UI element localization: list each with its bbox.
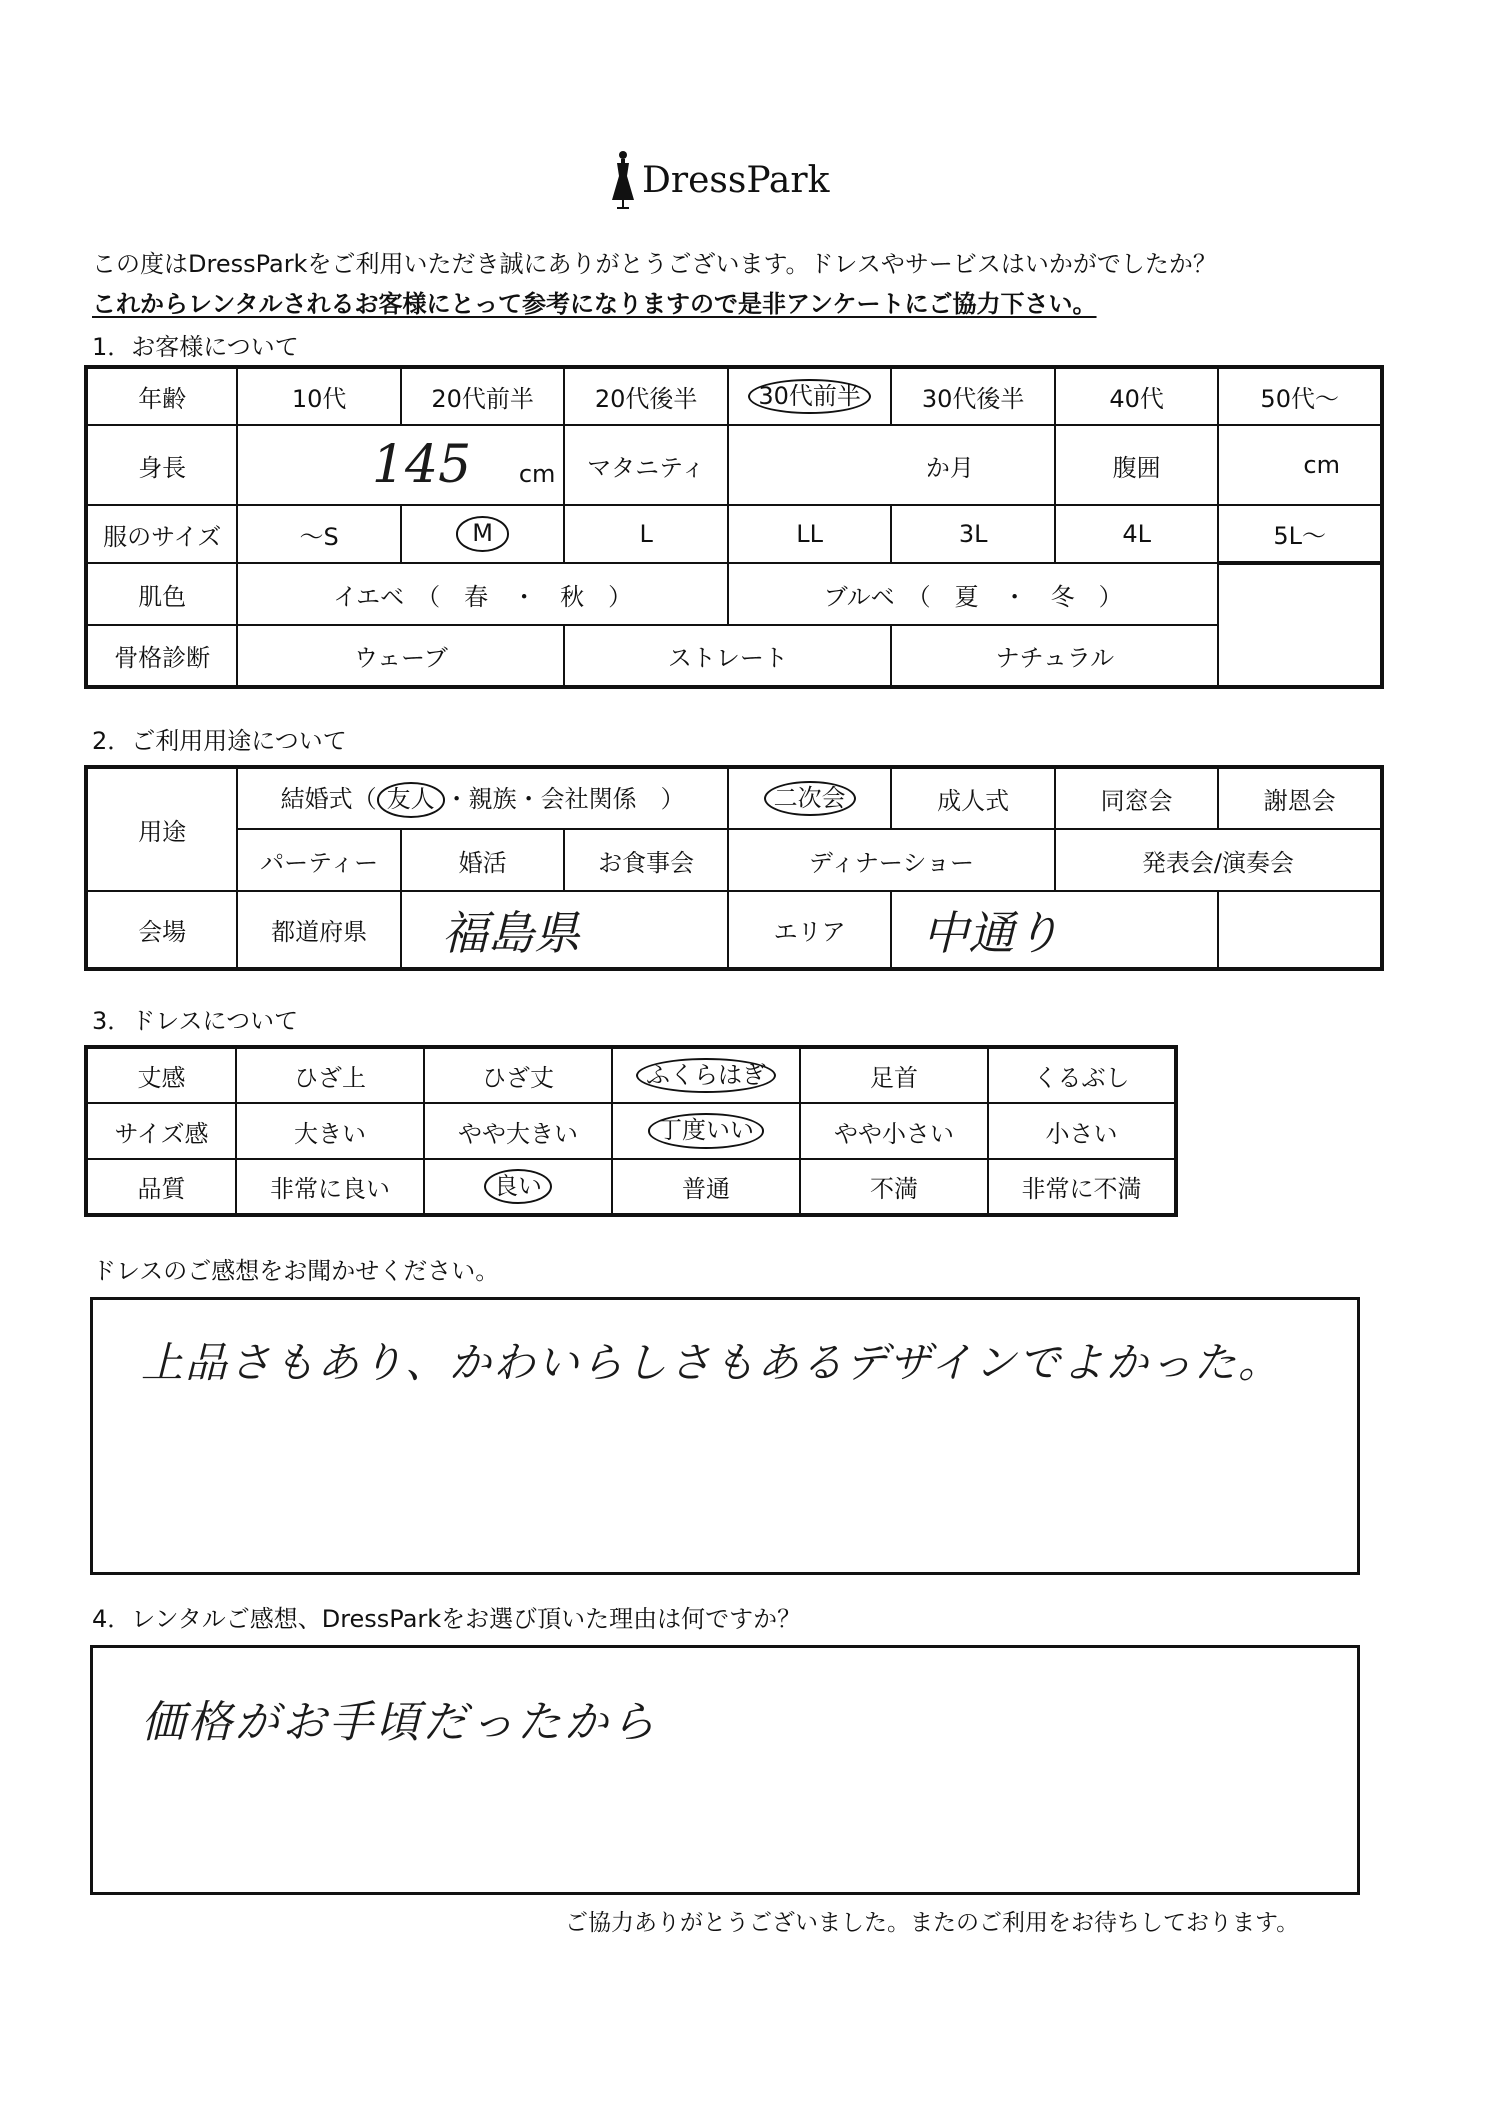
size-option[interactable]: 3L xyxy=(891,505,1055,563)
customer-table xyxy=(84,365,1384,689)
intro-line-2: これからレンタルされるお客様にとって参考になりますので是非アンケートにご協力下さい。 xyxy=(92,290,1097,318)
age-option-selected[interactable] xyxy=(728,367,892,425)
area-label: エリア xyxy=(728,891,892,969)
impressions-answer: 上品さもあり、かわいらしさもあるデザインでよかった。 xyxy=(141,1338,1283,1387)
age-option[interactable]: 10代 xyxy=(237,367,401,425)
impressions-prompt: ドレスのご感想をお聞かせください。 xyxy=(92,1257,500,1285)
brand-logo xyxy=(610,150,829,210)
size-option[interactable]: LL xyxy=(728,505,892,563)
quality-label: 品質 xyxy=(86,1159,236,1215)
frame-option[interactable]: ナチュラル xyxy=(891,625,1218,687)
coming-of-age-option[interactable]: 成人式 xyxy=(891,767,1055,829)
skin-yellow-option[interactable]: イエベ （ 春 ・ 秋 ） xyxy=(237,563,728,625)
empty-cell xyxy=(1218,891,1382,969)
frame-option[interactable]: ウェーブ xyxy=(237,625,564,687)
impressions-box[interactable] xyxy=(90,1297,1360,1575)
height-unit: cm xyxy=(518,460,556,488)
age-option[interactable]: 30代後半 xyxy=(891,367,1055,425)
wedding-option[interactable] xyxy=(237,767,728,829)
height-value: 145 xyxy=(371,435,472,495)
venue-label: 会場 xyxy=(86,891,237,969)
frame-row xyxy=(86,625,1382,687)
prefecture-field[interactable] xyxy=(401,891,728,969)
age-option[interactable]: 50代～ xyxy=(1218,367,1382,425)
afterparty-circle: 二次会 xyxy=(764,781,856,816)
length-option[interactable]: ひざ丈 xyxy=(424,1047,612,1103)
size-label: 服のサイズ xyxy=(86,505,237,563)
area-value: 中通り xyxy=(922,905,1061,960)
quality-selected-circle: 良い xyxy=(484,1169,552,1204)
purpose-table xyxy=(84,765,1384,971)
size-option[interactable]: L xyxy=(564,505,728,563)
brand-name: DressPark xyxy=(642,159,830,201)
area-field[interactable] xyxy=(891,891,1218,969)
purpose-row-2 xyxy=(86,829,1382,891)
size-selected-circle: M xyxy=(456,516,509,551)
quality-option[interactable]: 非常に良い xyxy=(236,1159,424,1215)
maternity-label: マタニティ xyxy=(564,425,728,505)
section1-title: 1．お客様について xyxy=(92,333,299,361)
quality-option[interactable]: 不満 xyxy=(800,1159,988,1215)
size-option-selected[interactable] xyxy=(401,505,565,563)
size-option[interactable]: ～S xyxy=(237,505,401,563)
section4-title: 4．レンタルご感想、DressParkをお選び頂いた理由は何ですか？ xyxy=(92,1605,802,1633)
purpose-row-1 xyxy=(86,767,1382,829)
skin-row xyxy=(86,563,1382,625)
frame-label: 骨格診断 xyxy=(86,625,237,687)
height-field[interactable] xyxy=(237,425,564,505)
age-selected-circle: 30代前半 xyxy=(748,379,871,414)
reason-answer: 価格がお手頃だったから xyxy=(141,1697,658,1748)
prefecture-label: 都道府県 xyxy=(237,891,401,969)
age-option[interactable]: 40代 xyxy=(1055,367,1219,425)
quality-row xyxy=(86,1159,1176,1215)
wedding-prefix: 結婚式（ xyxy=(280,785,377,814)
dress-icon xyxy=(610,150,636,210)
fit-row xyxy=(86,1103,1176,1159)
size-row xyxy=(86,505,1382,563)
length-selected-circle: ふくらはぎ xyxy=(636,1058,776,1093)
reason-box[interactable] xyxy=(90,1645,1360,1895)
party-option[interactable]: パーティー xyxy=(237,829,401,891)
fit-option[interactable]: 小さい xyxy=(988,1103,1176,1159)
fit-option[interactable]: 大きい xyxy=(236,1103,424,1159)
fit-option[interactable]: やや小さい xyxy=(800,1103,988,1159)
length-option[interactable]: ひざ上 xyxy=(236,1047,424,1103)
height-row xyxy=(86,425,1382,505)
age-option[interactable]: 20代前半 xyxy=(401,367,565,425)
footer-thanks: ご協力ありがとうございました。またのご利用をお待ちしております。 xyxy=(565,1910,1300,1936)
intro-line-1: この度はDressParkをご利用いただき誠にありがとうございます。ドレスやサービスはいかがでしたか？ xyxy=(92,250,1217,278)
empty-cell xyxy=(1218,625,1382,687)
fit-option-selected[interactable] xyxy=(612,1103,800,1159)
length-option[interactable]: 足首 xyxy=(800,1047,988,1103)
afterparty-option-selected[interactable] xyxy=(728,767,892,829)
reunion-option[interactable]: 同窓会 xyxy=(1055,767,1219,829)
konkatsu-option[interactable]: 婚活 xyxy=(401,829,565,891)
dinner-show-option[interactable]: ディナーショー xyxy=(728,829,1055,891)
skin-label: 肌色 xyxy=(86,563,237,625)
quality-option[interactable]: 非常に不満 xyxy=(988,1159,1176,1215)
purpose-label: 用途 xyxy=(86,767,237,891)
waist-label: 腹囲 xyxy=(1055,425,1219,505)
length-label: 丈感 xyxy=(86,1047,236,1103)
skin-blue-option[interactable]: ブルベ （ 夏 ・ 冬 ） xyxy=(728,563,1219,625)
height-label: 身長 xyxy=(86,425,237,505)
waist-unit: cm xyxy=(1303,451,1340,479)
empty-cell xyxy=(1218,563,1382,625)
waist-field[interactable] xyxy=(1218,425,1382,505)
section2-title: 2．ご利用用途について xyxy=(92,727,347,755)
quality-option-selected[interactable] xyxy=(424,1159,612,1215)
section3-title: 3．ドレスについて xyxy=(92,1007,299,1035)
fit-option[interactable]: やや大きい xyxy=(424,1103,612,1159)
fit-label: サイズ感 xyxy=(86,1103,236,1159)
thanks-party-option[interactable]: 謝恩会 xyxy=(1218,767,1382,829)
maternity-months-field[interactable] xyxy=(728,425,1055,505)
wedding-suffix: ・親族・会社関係 ） xyxy=(444,785,685,814)
age-option[interactable]: 20代後半 xyxy=(564,367,728,425)
size-option[interactable]: 4L xyxy=(1055,505,1219,563)
wedding-friend-circle: 友人 xyxy=(377,782,445,817)
dinner-option[interactable]: お食事会 xyxy=(564,829,728,891)
age-row xyxy=(86,367,1382,425)
fit-selected-circle: 丁度いい xyxy=(648,1113,764,1148)
size-option[interactable]: 5L～ xyxy=(1218,505,1382,563)
dress-table xyxy=(84,1045,1178,1217)
quality-option[interactable]: 普通 xyxy=(612,1159,800,1215)
frame-option[interactable]: ストレート xyxy=(564,625,891,687)
maternity-months-unit: か月 xyxy=(925,453,974,482)
length-option[interactable]: くるぶし xyxy=(988,1047,1176,1103)
venue-row xyxy=(86,891,1382,969)
length-row xyxy=(86,1047,1176,1103)
length-option-selected[interactable] xyxy=(612,1047,800,1103)
prefecture-value: 福島県 xyxy=(441,905,580,960)
age-label: 年齢 xyxy=(86,367,237,425)
recital-option[interactable]: 発表会/演奏会 xyxy=(1055,829,1382,891)
